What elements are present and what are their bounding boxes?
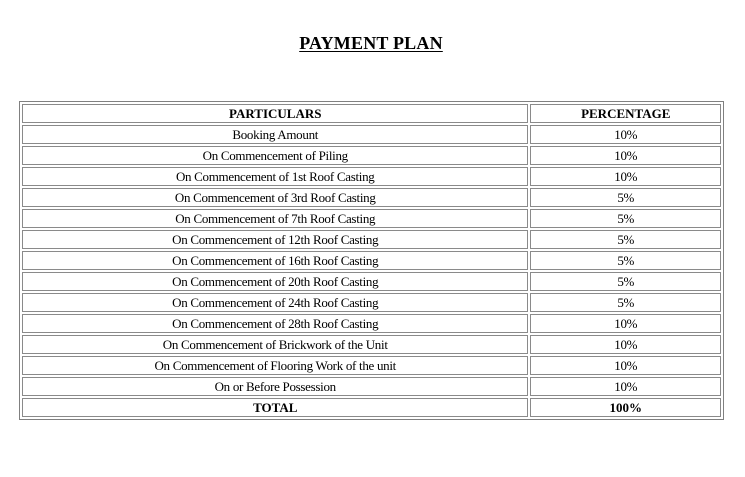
table-row bbox=[22, 335, 721, 354]
particular-cell: On Commencement of 12th Roof Casting bbox=[22, 230, 528, 249]
particular-cell: On or Before Possession bbox=[22, 377, 528, 396]
table-row bbox=[22, 377, 721, 396]
table-row bbox=[22, 314, 721, 333]
table-row bbox=[22, 188, 721, 207]
particular-cell: On Commencement of 7th Roof Casting bbox=[22, 209, 528, 228]
particular-cell: On Commencement of Flooring Work of the unit bbox=[22, 356, 528, 375]
percentage-cell: 10% bbox=[530, 167, 721, 186]
table-row bbox=[22, 167, 721, 186]
column-header-percentage: PERCENTAGE bbox=[530, 104, 721, 123]
percentage-cell: 10% bbox=[530, 125, 721, 144]
particular-cell: On Commencement of 20th Roof Casting bbox=[22, 272, 528, 291]
particular-cell: On Commencement of 3rd Roof Casting bbox=[22, 188, 528, 207]
percentage-cell: 5% bbox=[530, 293, 721, 312]
table-row bbox=[22, 293, 721, 312]
percentage-cell: 10% bbox=[530, 335, 721, 354]
percentage-cell: 5% bbox=[530, 209, 721, 228]
particular-cell: On Commencement of Piling bbox=[22, 146, 528, 165]
total-label: TOTAL bbox=[22, 398, 528, 417]
particular-cell: On Commencement of 16th Roof Casting bbox=[22, 251, 528, 270]
table-row bbox=[22, 125, 721, 144]
page-title: PAYMENT PLAN bbox=[299, 33, 443, 53]
particular-cell: On Commencement of 1st Roof Casting bbox=[22, 167, 528, 186]
particular-cell: On Commencement of Brickwork of the Unit bbox=[22, 335, 528, 354]
table-row bbox=[22, 146, 721, 165]
payment-plan-table bbox=[19, 101, 724, 420]
table-row bbox=[22, 251, 721, 270]
table-row bbox=[22, 356, 721, 375]
table-header-row bbox=[22, 104, 721, 123]
total-row bbox=[22, 398, 721, 417]
particular-cell: On Commencement of 28th Roof Casting bbox=[22, 314, 528, 333]
percentage-cell: 10% bbox=[530, 377, 721, 396]
total-percentage: 100% bbox=[530, 398, 721, 417]
percentage-cell: 5% bbox=[530, 251, 721, 270]
particular-cell: On Commencement of 24th Roof Casting bbox=[22, 293, 528, 312]
percentage-cell: 5% bbox=[530, 230, 721, 249]
percentage-cell: 10% bbox=[530, 146, 721, 165]
table-row bbox=[22, 209, 721, 228]
percentage-cell: 10% bbox=[530, 314, 721, 333]
table-row bbox=[22, 272, 721, 291]
percentage-cell: 5% bbox=[530, 272, 721, 291]
percentage-cell: 10% bbox=[530, 356, 721, 375]
particular-cell: Booking Amount bbox=[22, 125, 528, 144]
table-row bbox=[22, 230, 721, 249]
column-header-particulars: PARTICULARS bbox=[22, 104, 528, 123]
percentage-cell: 5% bbox=[530, 188, 721, 207]
